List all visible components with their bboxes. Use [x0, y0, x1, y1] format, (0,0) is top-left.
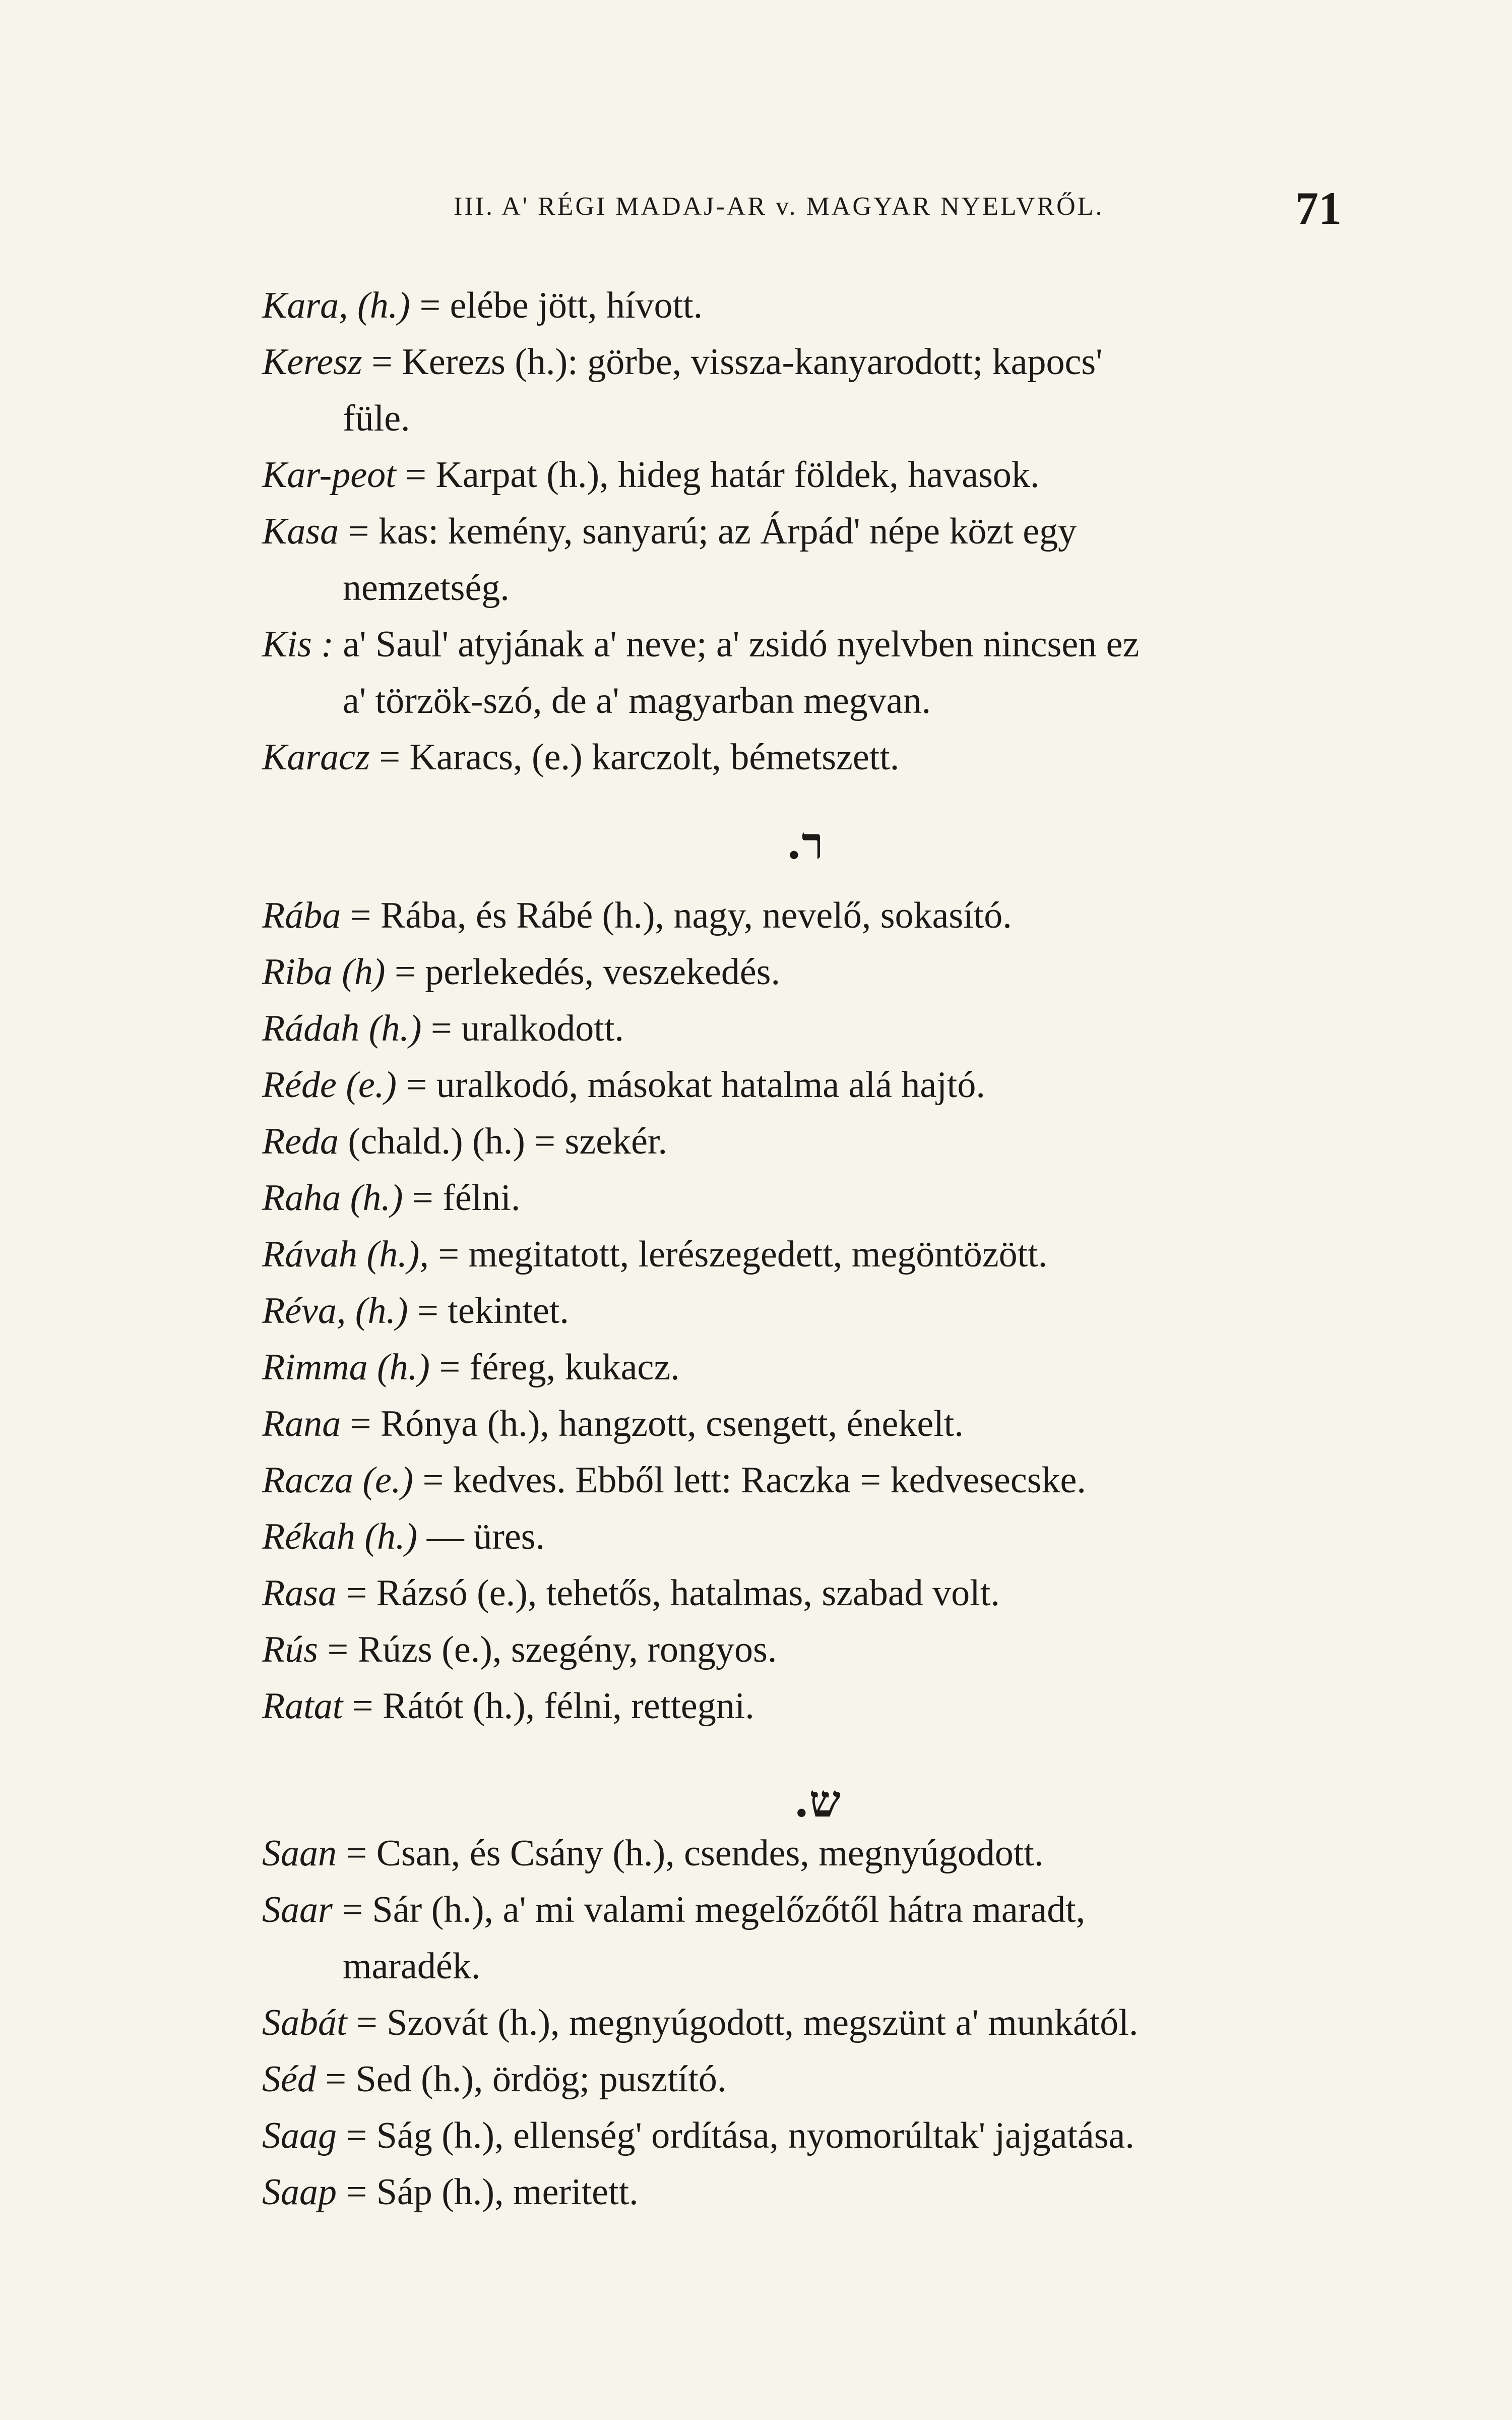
entry-headword: Saag: [262, 2115, 337, 2156]
dictionary-entry: [262, 1452, 1431, 1508]
dictionary-entry: [262, 729, 1431, 785]
dictionary-entry: [262, 887, 1431, 944]
entry-definition: = elébe jött, hívott.: [419, 285, 703, 326]
dictionary-entry: [262, 2107, 1431, 2164]
entry-headword: Kara, (h.): [262, 285, 410, 326]
section-s-entries: [262, 1825, 1431, 2220]
page-header: [0, 182, 1512, 242]
entry-definition: = uralkodó, másokat hatalma alá hajtó.: [406, 1064, 985, 1106]
entry-definition: = uralkodott.: [431, 1008, 624, 1049]
dictionary-entry: [262, 1339, 1431, 1396]
entry-definition: = Rátót (h.), félni, rettegni.: [352, 1685, 754, 1727]
entry-headword: Racza (e.): [262, 1460, 413, 1501]
entry-headword: Rimma (h.): [262, 1347, 430, 1388]
entry-definition: = Sár (h.), a' mi valami megelőzőtől hátra maradt,: [342, 1889, 1086, 1930]
entry-definition: = Rónya (h.), hangzott, csengett, énekelt.: [350, 1403, 964, 1444]
entry-definition: = Sed (h.), ördög; pusztító.: [325, 2059, 727, 2100]
entry-definition: a' Saul' atyjának a' neve; a' zsidó nyelvben nincsen ez: [343, 624, 1140, 665]
entry-headword: Réva, (h.): [262, 1290, 408, 1332]
entry-definition: — üres.: [426, 1516, 545, 1557]
dictionary-entry: [262, 1825, 1431, 1882]
entry-headword: Reda: [262, 1121, 339, 1162]
entry-headword: Rádah (h.): [262, 1008, 422, 1049]
running-title: III. A' RÉGI MADAJ-AR v. MAGYAR NYELVRŐL.: [454, 192, 1104, 221]
dictionary-entry: [262, 1000, 1431, 1057]
entry-definition: = kedves. Ebből lett: Raczka = kedvesecske.: [422, 1460, 1086, 1501]
entry-definition: = Csan, és Csány (h.), csendes, megnyúgodott.: [346, 1833, 1044, 1874]
entry-continuation: füle.: [343, 398, 410, 439]
entry-definition: = perlekedés, veszekedés.: [395, 951, 780, 993]
dictionary-entry: [262, 2051, 1431, 2107]
entry-definition: (chald.) (h.) = szekér.: [348, 1121, 667, 1162]
entry-headword: Rana: [262, 1403, 341, 1444]
entry-definition: = kas: kemény, sanyarú; az Árpád' népe közt egy: [348, 511, 1077, 552]
entry-headword: Raha (h.): [262, 1177, 403, 1219]
entry-definition: = Ság (h.), ellenség' ordítása, nyomorúltak' jajgatása.: [346, 2115, 1135, 2156]
dictionary-entry: [262, 1226, 1431, 1283]
page-number: 71: [1295, 183, 1342, 234]
section-r-entries: [262, 887, 1431, 1734]
entry-headword: Kasa: [262, 511, 339, 552]
entry-headword: Sabát: [262, 2002, 347, 2043]
dictionary-entry: [262, 616, 1431, 673]
dictionary-entry: [262, 503, 1431, 560]
entry-headword: Rasa: [262, 1572, 337, 1614]
dictionary-entry: [262, 1113, 1431, 1170]
entry-headword: Karacz: [262, 737, 370, 778]
entry-definition: = Sáp (h.), meritett.: [346, 2171, 639, 2213]
dictionary-entry: [262, 1565, 1431, 1621]
dictionary-entry: [262, 277, 1431, 334]
dictionary-entry: [262, 1170, 1431, 1226]
entry-headword: Saan: [262, 1833, 337, 1874]
dictionary-entry: [262, 1678, 1431, 1734]
entry-headword: Rába: [262, 895, 341, 936]
dictionary-entry: [262, 334, 1431, 390]
dictionary-entry: [262, 1508, 1431, 1565]
entry-headword: Rékah (h.): [262, 1516, 418, 1557]
entry-definition: = Rába, és Rábé (h.), nagy, nevelő, sokasító.: [350, 895, 1012, 936]
entry-headword: Saar: [262, 1889, 333, 1930]
dictionary-entry: [262, 944, 1431, 1000]
dictionary-entry: [262, 2164, 1431, 2220]
dictionary-entry: [262, 1283, 1431, 1339]
entry-headword: Kis :: [262, 624, 334, 665]
entry-definition: = tekintet.: [417, 1290, 569, 1332]
entry-headword: Kar-peot: [262, 454, 396, 496]
entry-definition: = Rúzs (e.), szegény, rongyos.: [327, 1629, 777, 1670]
entry-headword: Riba (h): [262, 951, 386, 993]
entry-headword: Ratat: [262, 1685, 343, 1727]
entry-headword: Keresz: [262, 341, 362, 383]
entry-definition: = Karpat (h.), hideg határ földek, havasok.: [405, 454, 1040, 496]
entry-continuation: maradék.: [343, 1946, 481, 1987]
entry-headword: Séd: [262, 2059, 316, 2100]
entry-definition: = megitatott, lerészegedett, megöntözött.: [438, 1234, 1048, 1275]
entry-headword: Rús: [262, 1629, 318, 1670]
entry-definition: = félni.: [412, 1177, 521, 1219]
section-k-entries: [262, 277, 1431, 785]
entry-continuation: a' törzök-szó, de a' magyarban megvan.: [343, 680, 931, 721]
entry-definition: = Szovát (h.), megnyúgodott, megszünt a' munkától.: [356, 2002, 1139, 2043]
entry-definition: = Karacs, (e.) karczolt, bémetszett.: [379, 737, 900, 778]
entry-headword: Saap: [262, 2171, 337, 2213]
dictionary-entry: [262, 1994, 1431, 2051]
entry-definition: = Rázsó (e.), tehetős, hatalmas, szabad volt.: [346, 1572, 1000, 1614]
entry-definition: = Kerezs (h.): görbe, vissza-kanyarodott; kapocs': [371, 341, 1103, 383]
entry-headword: Rávah (h.),: [262, 1234, 429, 1275]
hebrew-letter-resh: ר.: [786, 817, 824, 869]
dictionary-entry: [262, 1621, 1431, 1678]
entry-headword: Réde (e.): [262, 1064, 397, 1106]
dictionary-entry: [262, 1396, 1431, 1452]
dictionary-entry: [262, 447, 1431, 503]
entry-definition: = féreg, kukacz.: [439, 1347, 680, 1388]
entry-continuation: nemzetség.: [343, 567, 510, 609]
dictionary-entry: [262, 1882, 1431, 1938]
dictionary-entry: [262, 1057, 1431, 1113]
hebrew-letter-shin: ש.: [794, 1775, 841, 1827]
